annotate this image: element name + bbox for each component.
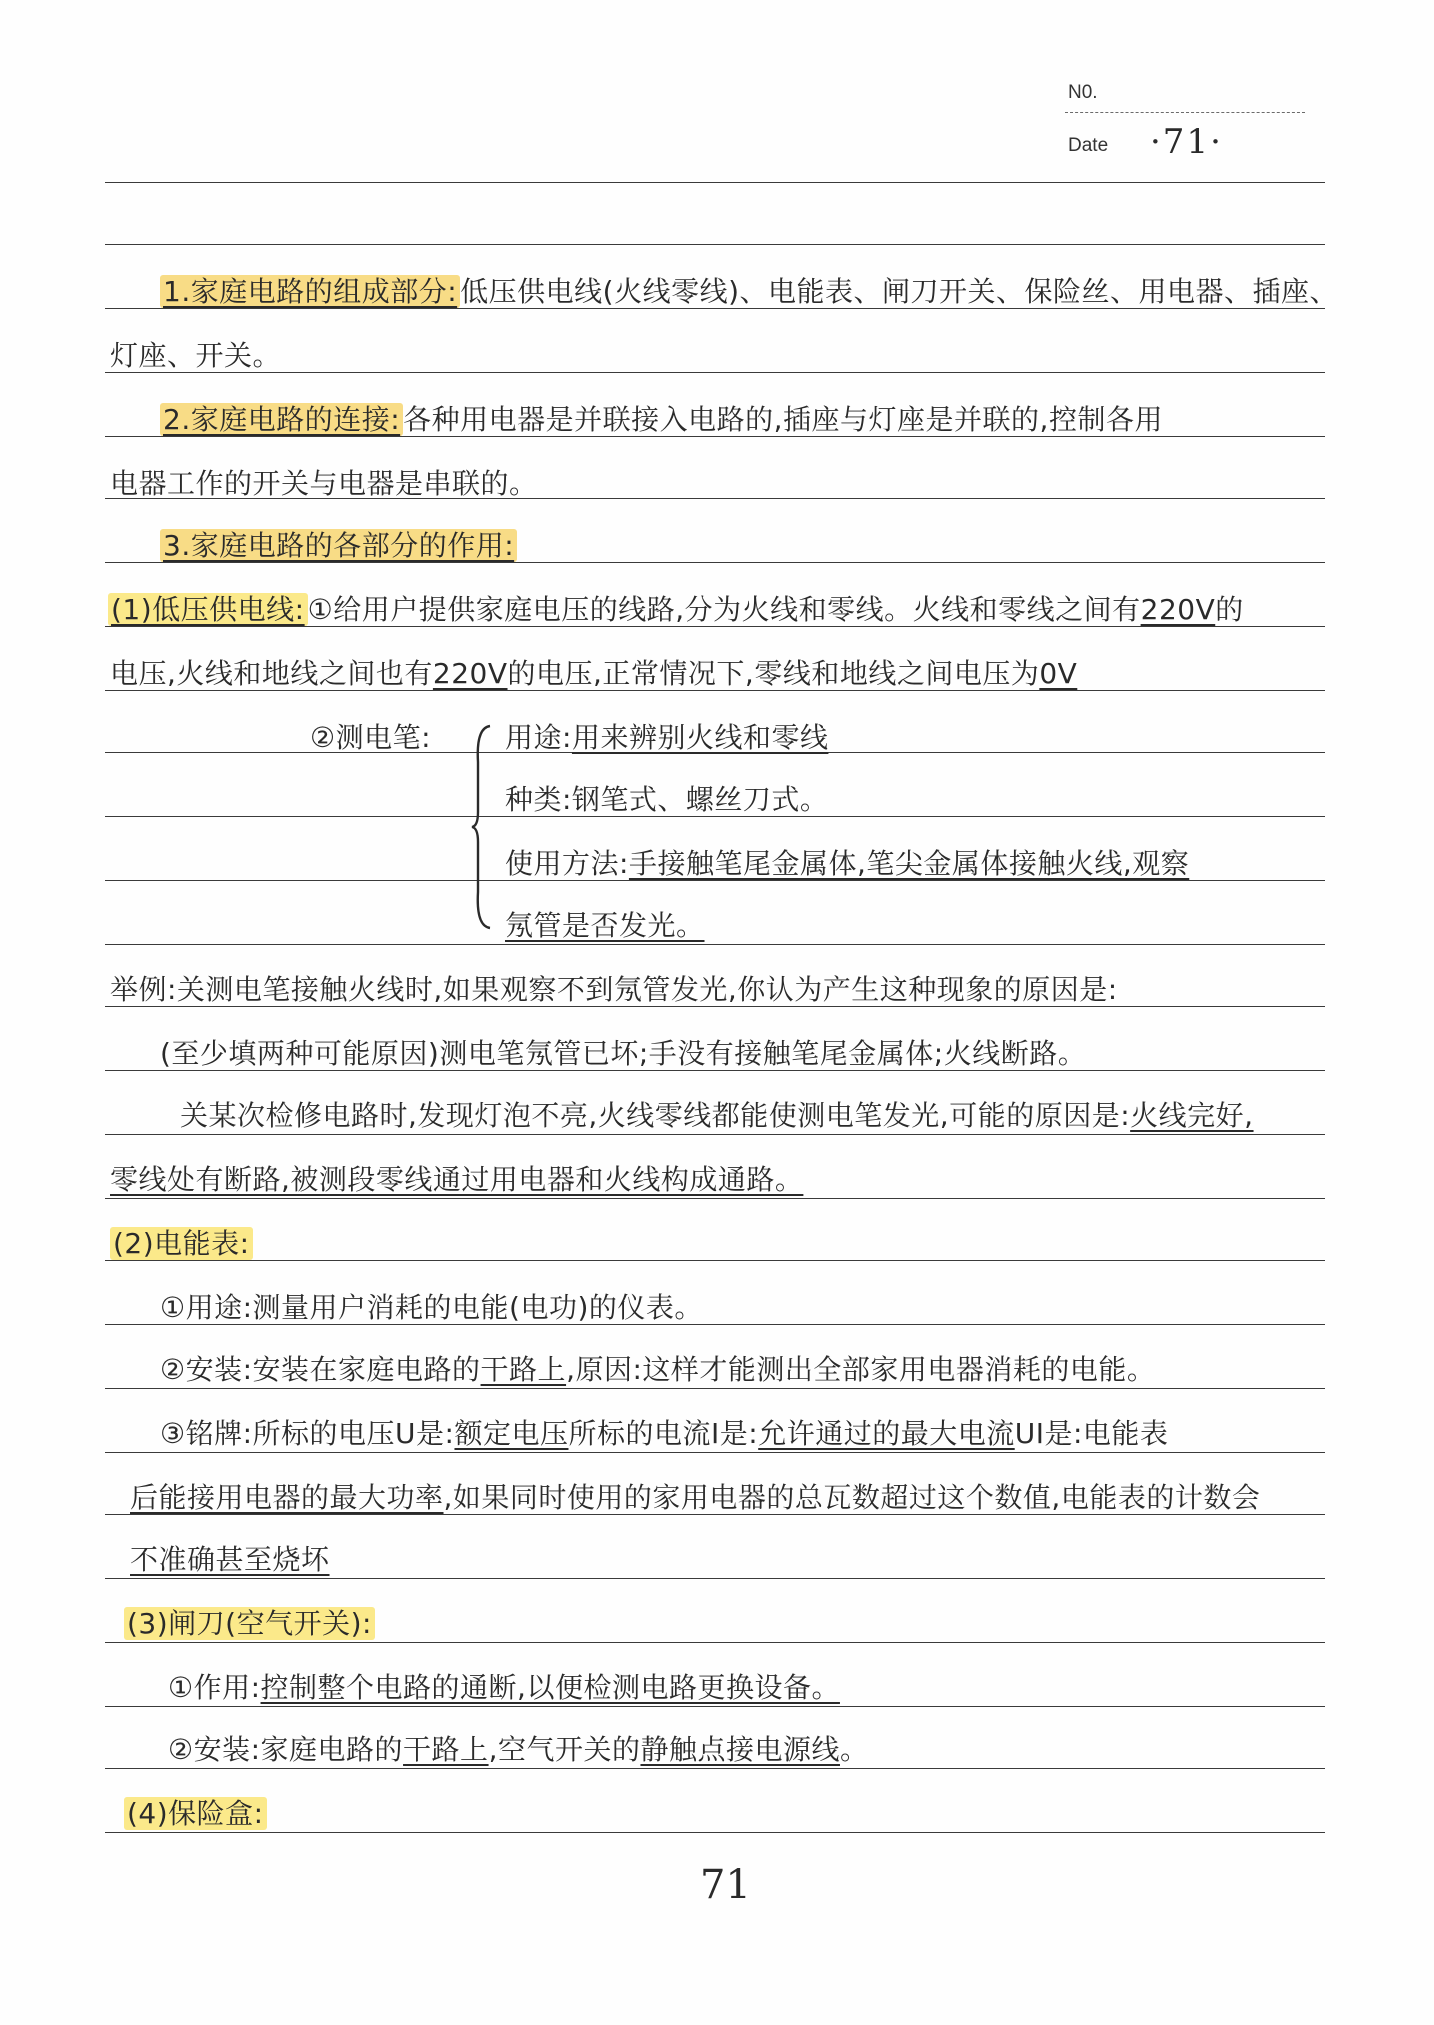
ruled-line — [105, 244, 1325, 245]
note-text: 电器工作的开关与电器是串联的。 — [110, 467, 538, 500]
note-text: 各种用电器是并联接入电路的,插座与灯座是并联的,控制各用 — [403, 403, 1163, 436]
example-2b — [110, 1160, 803, 1200]
ruled-line — [105, 182, 1325, 183]
note-text: 。 — [839, 1733, 869, 1766]
voltage-value: 0V — [1039, 657, 1078, 690]
example-1a — [110, 970, 1118, 1010]
note-text: UI是:电能表 — [1014, 1417, 1169, 1450]
switch-line-2 — [168, 1730, 869, 1770]
note-line-1a — [160, 272, 1338, 312]
header-divider — [1065, 112, 1305, 113]
date-label: Date — [1068, 135, 1109, 156]
pen-type-line — [505, 780, 828, 820]
note-text: 灯座、开关。 — [110, 339, 282, 372]
note-line-2b — [110, 464, 538, 504]
pen-use-line — [505, 718, 828, 758]
switch-line-1 — [168, 1668, 840, 1708]
note-text: 所标的电流I是: — [568, 1417, 759, 1450]
ruled-line — [105, 944, 1325, 945]
meter-line-2 — [160, 1350, 1155, 1390]
section-heading: 2.家庭电路的连接: — [160, 403, 403, 436]
note-text: 干路上 — [480, 1353, 567, 1386]
ruled-line — [105, 1260, 1325, 1261]
note-text: 允许通过的最大电流 — [758, 1417, 1015, 1450]
switch-heading — [124, 1604, 375, 1644]
note-line-2a — [160, 400, 1163, 440]
note-text: 火线完好, — [1130, 1099, 1254, 1132]
note-text: 后能接用电器的最大功率 — [130, 1481, 444, 1514]
note-text: 电压,火线和地线之间也有 — [110, 657, 433, 690]
note-line-3 — [160, 526, 517, 566]
subsection-heading: (3)闸刀(空气开关): — [124, 1607, 375, 1640]
example-2a — [180, 1096, 1254, 1136]
note-text: ,如果同时使用的家用电器的总瓦数超过这个数值,电能表的计数会 — [443, 1481, 1261, 1514]
subsection-heading: (4)保险盒: — [124, 1797, 267, 1830]
note-text: ,原因:这样才能测出全部家用电器消耗的电能。 — [566, 1353, 1156, 1386]
example-1b — [160, 1034, 1086, 1074]
note-text: ①给用户提供家庭电压的线路,分为火线和零线。火线和零线之间有 — [307, 593, 1141, 626]
note-text: 静触点接电源线 — [640, 1733, 840, 1766]
meter-line-3 — [160, 1414, 1168, 1454]
note-text: 的电压,正常情况下,零线和地线之间电压为 — [507, 657, 1040, 690]
note-text: ,空气开关的 — [488, 1733, 641, 1766]
pen-method-line — [505, 844, 1189, 884]
curly-brace — [470, 722, 492, 932]
meter-line-1 — [160, 1288, 703, 1328]
note-text: ①用途:测量用户消耗的电能(电功)的仪表。 — [160, 1291, 703, 1324]
meter-line-4 — [130, 1478, 1260, 1518]
note-text: ③铭牌:所标的电压U是: — [160, 1417, 455, 1450]
note-text: ①作用: — [168, 1671, 261, 1704]
note-text: 使用方法: — [505, 847, 629, 880]
note-text: 干路上 — [403, 1733, 489, 1766]
note-line-4b — [110, 654, 1077, 694]
section-heading: 1.家庭电路的组成部分: — [160, 275, 460, 308]
voltage-value: 220V — [1140, 593, 1216, 626]
pen-method-line-2 — [505, 906, 705, 946]
note-text: 控制整个电路的通断,以便检测电路更换设备。 — [260, 1671, 840, 1704]
meter-line-5 — [130, 1540, 330, 1580]
note-text: ②安装:安装在家庭电路的 — [160, 1353, 481, 1386]
note-text: 关某次检修电路时,发现灯泡不亮,火线零线都能使测电笔发光,可能的原因是: — [180, 1099, 1131, 1132]
no-label: N0. — [1068, 82, 1098, 103]
note-text: 低压供电线(火线零线)、电能表、闸刀开关、保险丝、用电器、插座、 — [460, 275, 1339, 308]
pen-label: ②测电笔: — [310, 721, 432, 754]
note-text: 额定电压 — [454, 1417, 569, 1450]
note-text: 的 — [1215, 593, 1244, 626]
meter-heading — [110, 1224, 253, 1264]
date-value: ·71· — [1150, 122, 1223, 162]
subsection-heading: (1)低压供电线: — [108, 593, 308, 626]
note-text: 零线处有断路,被测段零线通过用电器和火线构成通路。 — [110, 1163, 804, 1196]
note-text: 手接触笔尾金属体,笔尖金属体接触火线,观察 — [628, 847, 1190, 880]
section-heading: 3.家庭电路的各部分的作用: — [160, 529, 517, 562]
note-text: 种类:钢笔式、螺丝刀式。 — [505, 783, 829, 816]
voltage-value: 220V — [432, 657, 508, 690]
note-line-1b — [110, 336, 281, 376]
note-text: ②安装:家庭电路的 — [168, 1733, 404, 1766]
subsection-heading: (2)电能表: — [110, 1227, 253, 1260]
note-text: 氖管是否发光。 — [505, 909, 705, 942]
note-text: 举例:关测电笔接触火线时,如果观察不到氖管发光,你认为产生这种现象的原因是: — [110, 973, 1118, 1006]
ruled-line — [105, 1832, 1325, 1833]
note-text: 用途: — [505, 721, 572, 754]
note-text: (至少填两种可能原因)测电笔氖管已坏;手没有接触笔尾金属体;火线断路。 — [160, 1037, 1087, 1070]
note-line-4a — [108, 590, 1244, 630]
ruled-line — [105, 372, 1325, 373]
note-text: 用来辨别火线和零线 — [571, 721, 829, 754]
note-text: 不准确甚至烧坏 — [130, 1543, 330, 1576]
page-number: 71 — [700, 1862, 751, 1908]
fuse-heading — [124, 1794, 267, 1834]
